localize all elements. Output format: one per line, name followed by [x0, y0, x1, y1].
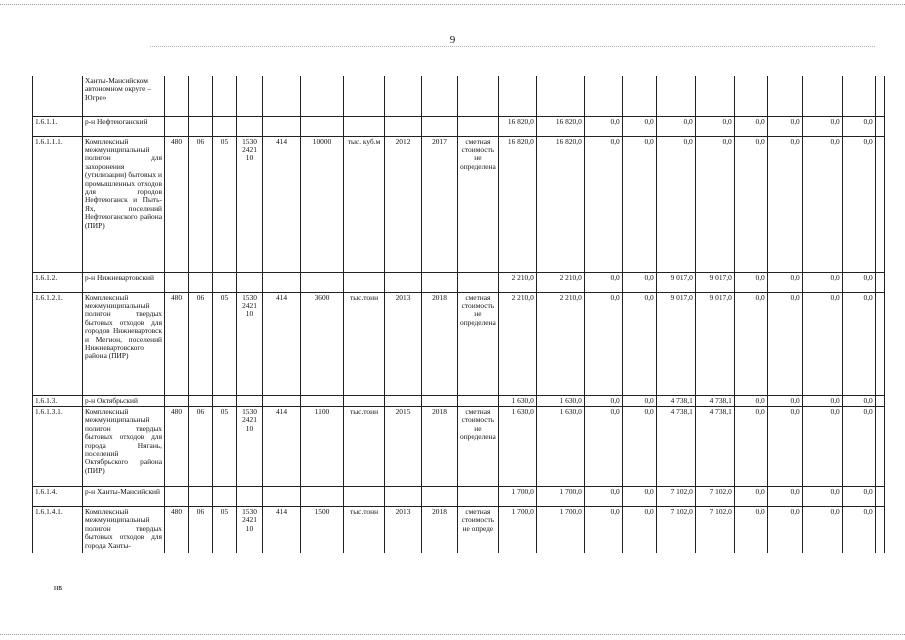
cell-amount: 0,0	[584, 506, 622, 553]
row-code: 1.6.1.3.	[33, 395, 83, 406]
cell-amount: 4 738,1	[656, 406, 695, 486]
cell-capacity	[301, 116, 344, 136]
scan-bottom-rule	[0, 634, 905, 635]
cell-amount: 9 017,0	[695, 272, 734, 292]
cell-target-article: 1530 2421 10	[237, 506, 263, 553]
table-row	[33, 76, 885, 116]
cell-amount: 4 738,1	[656, 395, 695, 406]
cell-amount	[802, 76, 842, 116]
row-name: р-н Нефтеюганский	[83, 116, 165, 136]
cell-amount: 0,0	[802, 395, 842, 406]
row-name: р-н Нижневартовский	[83, 272, 165, 292]
cell-capacity	[301, 272, 344, 292]
cell-amount: 0,0	[842, 272, 875, 292]
cell-amount	[875, 116, 884, 136]
cell-amount	[875, 486, 884, 506]
cell-chapter: 480	[165, 136, 189, 272]
cell-chapter: 480	[165, 406, 189, 486]
cell-subsection	[213, 116, 237, 136]
cell-amount: 7 102,0	[656, 486, 695, 506]
cell-start-year: 2013	[385, 506, 422, 553]
cell-amount: 0,0	[842, 116, 875, 136]
cell-amount	[842, 76, 875, 116]
cell-amount: 1 630,0	[498, 395, 536, 406]
cell-amount: 0,0	[767, 395, 802, 406]
cell-amount	[584, 76, 622, 116]
cell-amount: 2 210,0	[536, 292, 584, 395]
table-row	[33, 506, 885, 553]
cell-unit: тыс.тонн	[344, 406, 385, 486]
cell-end-year: 2018	[422, 292, 458, 395]
cell-chapter	[165, 272, 189, 292]
cell-target-article: 1530 2421 10	[237, 136, 263, 272]
cell-amount: 0,0	[622, 292, 656, 395]
cell-amount: 0,0	[802, 292, 842, 395]
cell-amount: 0,0	[842, 395, 875, 406]
cell-amount: 0,0	[767, 506, 802, 553]
cell-amount: 9 017,0	[656, 272, 695, 292]
cell-capacity	[301, 76, 344, 116]
cell-amount: 0,0	[842, 406, 875, 486]
table-row	[33, 116, 885, 136]
budget-table	[32, 76, 885, 553]
cell-amount: 0,0	[802, 486, 842, 506]
cell-section: 06	[189, 136, 213, 272]
cell-end-year	[422, 272, 458, 292]
cell-capacity: 1100	[301, 406, 344, 486]
cell-amount: 0,0	[584, 395, 622, 406]
cell-amount: 0,0	[802, 116, 842, 136]
cell-amount: 0,0	[842, 136, 875, 272]
cell-amount: 0,0	[622, 272, 656, 292]
cell-subsection	[213, 272, 237, 292]
cell-amount: 7 102,0	[695, 486, 734, 506]
cell-amount: 0,0	[734, 292, 767, 395]
cell-amount: 0,0	[767, 292, 802, 395]
cell-amount: 0,0	[767, 406, 802, 486]
cell-amount: 0,0	[734, 116, 767, 136]
cell-section	[189, 116, 213, 136]
cell-amount: 0,0	[842, 292, 875, 395]
table-row	[33, 136, 885, 272]
cell-amount: 2 210,0	[498, 272, 536, 292]
cell-amount: 0,0	[695, 116, 734, 136]
cell-unit: тыс.тонн	[344, 506, 385, 553]
cell-section	[189, 486, 213, 506]
cell-end-year	[422, 486, 458, 506]
table-row	[33, 292, 885, 395]
cell-target-article	[237, 395, 263, 406]
cell-amount: 9 017,0	[656, 292, 695, 395]
cell-amount: 0,0	[802, 272, 842, 292]
row-name: Комплексный межмуниципальный полигон твердых бытовых отходов для города Нягань, поселений Октябрьского района (ПИР)	[83, 406, 165, 486]
row-code: 1.6.1.2.	[33, 272, 83, 292]
row-name: Комплексный межмуниципальный полигон для захоронения (утилизации) бытовых и промышленных отходов для городов Нефтеюганск и Пыть-Ях, поселений Нефтеюганского района (ПИР)	[83, 136, 165, 272]
cell-subsection: 05	[213, 136, 237, 272]
cell-target-article: 1530 2421 10	[237, 292, 263, 395]
cell-amount: 16 820,0	[498, 116, 536, 136]
cell-amount: 16 820,0	[498, 136, 536, 272]
table-row	[33, 395, 885, 406]
cell-start-year	[385, 395, 422, 406]
row-code: 1.6.1.1.1.	[33, 136, 83, 272]
cell-subsection	[213, 395, 237, 406]
row-code: 1.6.1.4.	[33, 486, 83, 506]
cell-end-year: 2018	[422, 506, 458, 553]
cell-amount: 0,0	[584, 136, 622, 272]
row-code: 1.6.1.2.1.	[33, 292, 83, 395]
cell-end-year: 2018	[422, 406, 458, 486]
cell-estimated-cost	[458, 395, 499, 406]
cell-capacity: 10000	[301, 136, 344, 272]
cell-section	[189, 272, 213, 292]
cell-amount	[875, 136, 884, 272]
cell-subsection: 05	[213, 292, 237, 395]
cell-unit	[344, 76, 385, 116]
cell-target-article	[237, 116, 263, 136]
cell-amount	[875, 272, 884, 292]
table-row	[33, 272, 885, 292]
row-name: Комплексный межмуниципальный полигон твердых бытовых отходов для города Ханты-	[83, 506, 165, 553]
cell-capacity: 1500	[301, 506, 344, 553]
cell-start-year	[385, 76, 422, 116]
cell-amount: 0,0	[584, 272, 622, 292]
cell-amount	[656, 76, 695, 116]
cell-subsection: 05	[213, 506, 237, 553]
page-number: 9	[449, 34, 456, 46]
cell-amount: 7 102,0	[695, 506, 734, 553]
cell-amount: 0,0	[734, 486, 767, 506]
cell-capacity	[301, 486, 344, 506]
cell-amount: 16 820,0	[536, 136, 584, 272]
cell-amount: 0,0	[584, 406, 622, 486]
cell-amount: 1 630,0	[498, 406, 536, 486]
cell-capacity: 3600	[301, 292, 344, 395]
cell-estimated-cost	[458, 76, 499, 116]
cell-estimated-cost: сметная стоимость не определена	[458, 406, 499, 486]
cell-amount: 0,0	[584, 486, 622, 506]
cell-expense-type: 414	[263, 406, 301, 486]
cell-estimated-cost	[458, 272, 499, 292]
cell-unit: тыс. куб.м	[344, 136, 385, 272]
cell-amount: 0,0	[767, 136, 802, 272]
cell-start-year: 2013	[385, 292, 422, 395]
cell-amount: 0,0	[734, 272, 767, 292]
cell-capacity	[301, 395, 344, 406]
cell-chapter	[165, 486, 189, 506]
cell-amount: 0,0	[802, 406, 842, 486]
cell-amount: 0,0	[622, 506, 656, 553]
cell-amount: 0,0	[802, 136, 842, 272]
cell-expense-type	[263, 395, 301, 406]
cell-amount: 0,0	[767, 272, 802, 292]
row-code: 1.6.1.3.1.	[33, 406, 83, 486]
cell-end-year: 2017	[422, 136, 458, 272]
cell-amount: 1 700,0	[536, 486, 584, 506]
cell-amount: 0,0	[622, 406, 656, 486]
cell-estimated-cost	[458, 486, 499, 506]
cell-amount: 0,0	[767, 116, 802, 136]
cell-target-article: 1530 2421 10	[237, 406, 263, 486]
cell-estimated-cost	[458, 116, 499, 136]
cell-expense-type	[263, 272, 301, 292]
cell-amount: 4 738,1	[695, 395, 734, 406]
cell-chapter: 480	[165, 292, 189, 395]
row-name: р-н Октябрьский	[83, 395, 165, 406]
cell-amount: 0,0	[734, 136, 767, 272]
row-name: Комплексный межмуниципальный полигон твердых бытовых отходов для городов Нижневартовск и Мегион, поселений Нижневартовского района (ПИР)	[83, 292, 165, 395]
cell-amount: 0,0	[842, 506, 875, 553]
cell-expense-type	[263, 486, 301, 506]
cell-target-article	[237, 272, 263, 292]
cell-expense-type: 414	[263, 292, 301, 395]
cell-amount	[767, 76, 802, 116]
cell-amount: 0,0	[622, 486, 656, 506]
cell-amount: 0,0	[622, 395, 656, 406]
cell-amount: 0,0	[734, 395, 767, 406]
cell-amount	[875, 292, 884, 395]
cell-amount	[875, 76, 884, 116]
cell-section: 06	[189, 292, 213, 395]
cell-target-article	[237, 76, 263, 116]
table-row	[33, 406, 885, 486]
cell-amount: 0,0	[767, 486, 802, 506]
cell-subsection: 05	[213, 406, 237, 486]
cell-unit	[344, 486, 385, 506]
cell-amount: 0,0	[802, 506, 842, 553]
cell-amount: 0,0	[622, 116, 656, 136]
cell-section	[189, 76, 213, 116]
cell-unit	[344, 116, 385, 136]
cell-target-article	[237, 486, 263, 506]
cell-amount: 16 820,0	[536, 116, 584, 136]
cell-section	[189, 395, 213, 406]
cell-chapter	[165, 76, 189, 116]
scan-top-rule	[0, 4, 905, 5]
cell-amount: 0,0	[656, 136, 695, 272]
cell-section: 06	[189, 406, 213, 486]
cell-start-year	[385, 272, 422, 292]
cell-unit	[344, 395, 385, 406]
cell-amount	[734, 76, 767, 116]
cell-amount: 9 017,0	[695, 292, 734, 395]
cell-amount: 1 700,0	[498, 506, 536, 553]
row-code: 1.6.1.1.	[33, 116, 83, 136]
scan-header-rule	[150, 46, 875, 47]
cell-amount: 1 630,0	[536, 395, 584, 406]
cell-amount: 1 700,0	[536, 506, 584, 553]
cell-subsection	[213, 486, 237, 506]
cell-amount: 0,0	[695, 136, 734, 272]
cell-amount: 7 102,0	[656, 506, 695, 553]
cell-amount: 0,0	[584, 292, 622, 395]
cell-start-year	[385, 486, 422, 506]
cell-chapter: 480	[165, 506, 189, 553]
cell-amount: 0,0	[734, 506, 767, 553]
cell-amount: 2 210,0	[498, 292, 536, 395]
cell-amount: 1 630,0	[536, 406, 584, 486]
cell-end-year	[422, 116, 458, 136]
row-name: р-н Ханты-Мансийский	[83, 486, 165, 506]
row-name: Ханты-Мансийском автономном округе – Югре»	[83, 76, 165, 116]
cell-expense-type	[263, 116, 301, 136]
cell-subsection	[213, 76, 237, 116]
cell-amount: 0,0	[584, 116, 622, 136]
cell-chapter	[165, 116, 189, 136]
cell-start-year: 2015	[385, 406, 422, 486]
cell-expense-type	[263, 76, 301, 116]
cell-amount	[622, 76, 656, 116]
cell-expense-type: 414	[263, 506, 301, 553]
cell-amount: 1 700,0	[498, 486, 536, 506]
cell-start-year: 2012	[385, 136, 422, 272]
cell-estimated-cost: сметная стоимость не определена	[458, 292, 499, 395]
cell-amount: 0,0	[842, 486, 875, 506]
cell-amount	[875, 395, 884, 406]
cell-expense-type: 414	[263, 136, 301, 272]
cell-amount	[695, 76, 734, 116]
table-row	[33, 486, 885, 506]
cell-amount: 0,0	[734, 406, 767, 486]
row-code: 1.6.1.4.1.	[33, 506, 83, 553]
cell-section: 06	[189, 506, 213, 553]
cell-end-year	[422, 76, 458, 116]
cell-estimated-cost: сметная стоимость не опреде	[458, 506, 499, 553]
cell-end-year	[422, 395, 458, 406]
cell-amount	[875, 506, 884, 553]
cell-start-year	[385, 116, 422, 136]
cell-unit	[344, 272, 385, 292]
cell-amount	[536, 76, 584, 116]
cell-unit: тыс.тонн	[344, 292, 385, 395]
row-code	[33, 76, 83, 116]
cell-amount	[498, 76, 536, 116]
cell-amount: 4 738,1	[695, 406, 734, 486]
cell-chapter	[165, 395, 189, 406]
cell-amount: 0,0	[622, 136, 656, 272]
cell-amount	[875, 406, 884, 486]
cell-estimated-cost: сметная стоимость не определена	[458, 136, 499, 272]
cell-amount: 2 210,0	[536, 272, 584, 292]
footer-initials: нв	[54, 583, 63, 592]
cell-amount: 0,0	[656, 116, 695, 136]
